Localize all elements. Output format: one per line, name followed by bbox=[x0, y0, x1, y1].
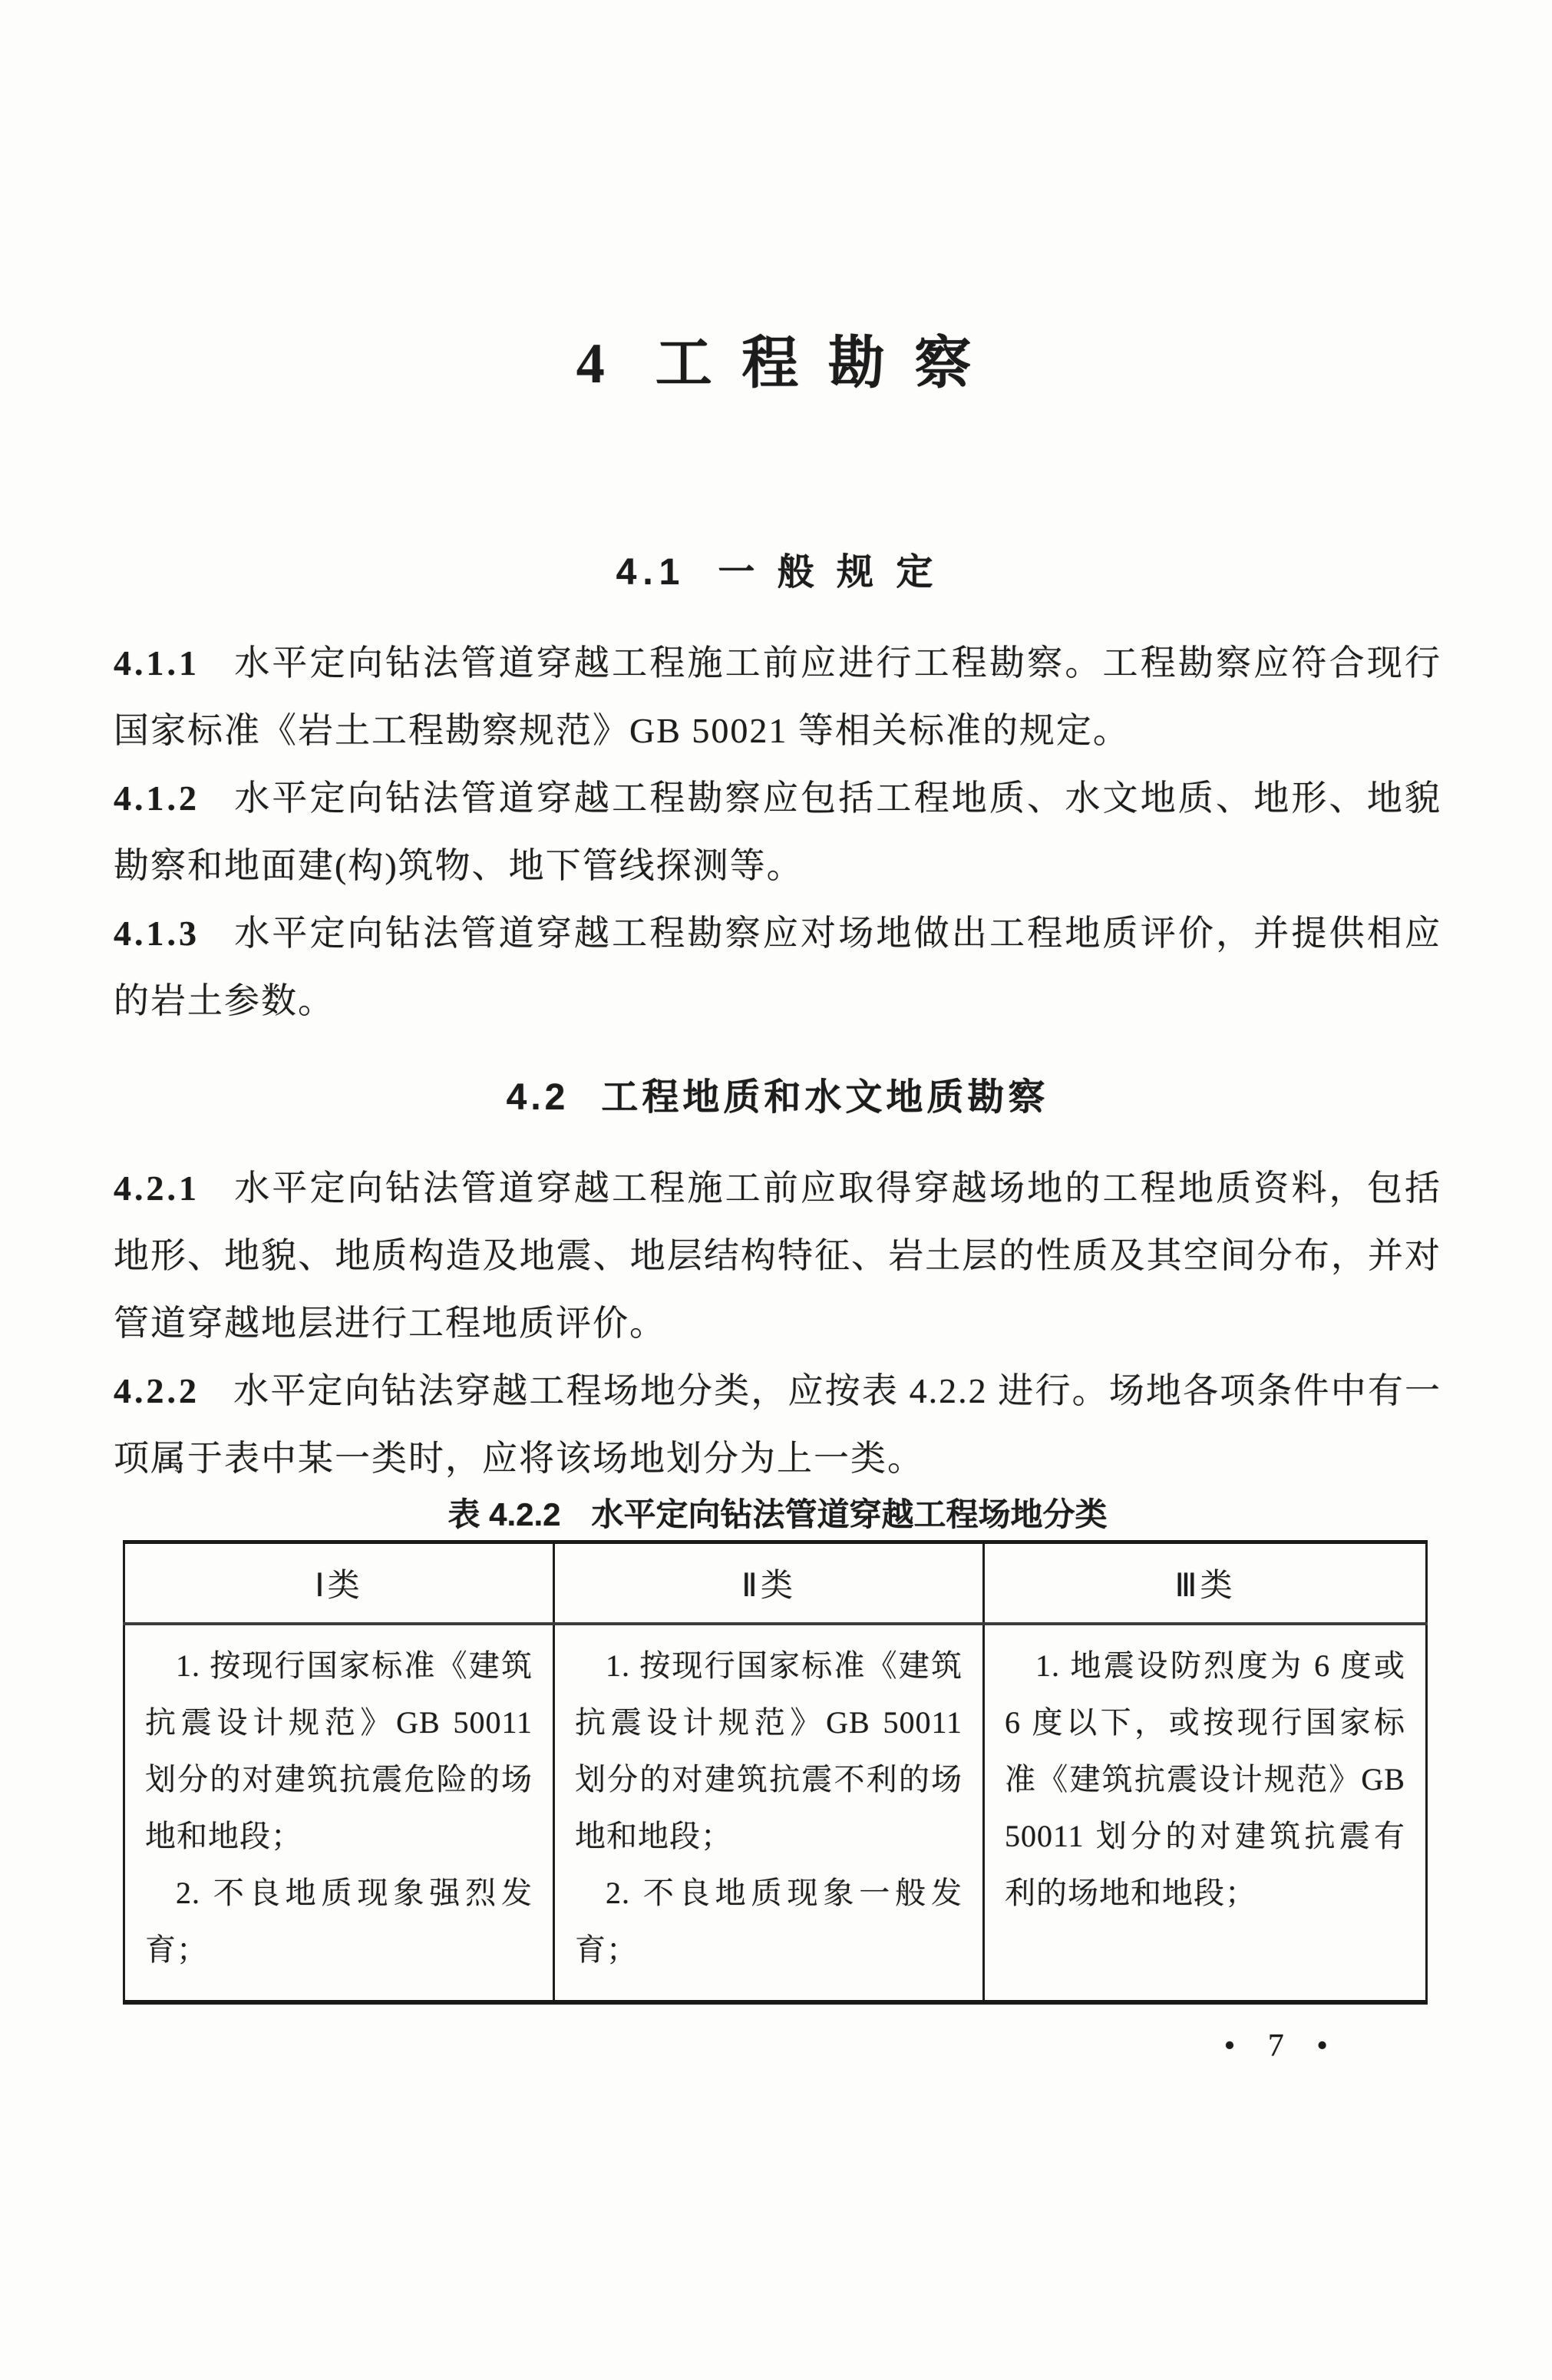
clause-4-2-2-text: 水平定向钻法穿越工程场地分类，应按表 4.2.2 进行。场地各项条件中有一项属于表中某一类时，应将该场地划分为上一类。 bbox=[114, 1371, 1441, 1478]
site-classification-table bbox=[123, 1540, 1428, 2005]
table-cell-item: 1. 按现行国家标准《建筑抗震设计规范》GB 50011 划分的对建筑抗震不利的场地和地段； bbox=[575, 1648, 963, 1853]
clause-4-2-1 bbox=[114, 1155, 1441, 1357]
table-body-row bbox=[124, 1624, 1427, 2002]
clause-4-1-1-number: 4.1.1 bbox=[114, 643, 200, 683]
chapter-title-text: 工 程 勘 察 bbox=[655, 332, 979, 395]
chapter-number: 4 bbox=[576, 332, 613, 395]
table-header-class-1: Ⅰ类 bbox=[124, 1542, 554, 1625]
clause-4-2-1-text: 水平定向钻法管道穿越工程施工前应取得穿越场地的工程地质资料，包括地形、地貌、地质构造及地震、地层结构特征、岩土层的性质及其空间分布，并对管道穿越地层进行工程地质评价。 bbox=[114, 1169, 1441, 1343]
clause-4-1-2-number: 4.1.2 bbox=[114, 778, 200, 818]
clause-4-2-2 bbox=[114, 1357, 1441, 1492]
chapter-title bbox=[114, 329, 1441, 399]
table-header-row bbox=[124, 1542, 1427, 1625]
table-cell-class-3 bbox=[984, 1624, 1427, 2002]
table-cell-class-2 bbox=[554, 1624, 984, 2002]
clause-4-2-2-number: 4.2.2 bbox=[114, 1371, 200, 1410]
table-caption-label: 表 4.2.2 bbox=[447, 1496, 561, 1532]
table-cell-item: 1. 按现行国家标准《建筑抗震设计规范》GB 50011 划分的对建筑抗震危险的场地和地段； bbox=[145, 1648, 533, 1853]
table-cell-class-1 bbox=[124, 1624, 554, 2002]
table-cell-item: 2. 不良地质现象强烈发育； bbox=[145, 1876, 533, 1967]
table-caption-title: 水平定向钻法管道穿越工程场地分类 bbox=[591, 1496, 1108, 1532]
section-4-1-number: 4.1 bbox=[616, 552, 686, 593]
clause-4-1-1-text: 水平定向钻法管道穿越工程施工前应进行工程勘察。工程勘察应符合现行国家标准《岩土工程勘察规范》GB 50021 等相关标准的规定。 bbox=[114, 643, 1441, 750]
clause-4-1-2-text: 水平定向钻法管道穿越工程勘察应包括工程地质、水文地质、地形、地貌勘察和地面建(构)筑物、地下管线探测等。 bbox=[114, 778, 1441, 885]
clause-4-1-2 bbox=[114, 765, 1441, 900]
table-cell-item: 1. 地震设防烈度为 6 度或 6 度以下，或按现行国家标准《建筑抗震设计规范》GB 50011 划分的对建筑抗震有利的场地和地段； bbox=[1005, 1648, 1405, 1910]
table-header-class-3: Ⅲ类 bbox=[984, 1542, 1427, 1625]
section-heading-4-1 bbox=[114, 550, 1441, 596]
section-4-2-title: 工程地质和水文地质勘察 bbox=[601, 1077, 1049, 1118]
clause-4-1-3-number: 4.1.3 bbox=[114, 914, 200, 953]
section-4-1-title: 一 般 规 定 bbox=[718, 552, 939, 593]
clause-4-1-3-text: 水平定向钻法管道穿越工程勘察应对场地做出工程地质评价，并提供相应的岩土参数。 bbox=[114, 914, 1441, 1020]
table-cell-item: 2. 不良地质现象一般发育； bbox=[575, 1876, 963, 1967]
table-header-class-2: Ⅱ类 bbox=[554, 1542, 984, 1625]
table-caption bbox=[114, 1494, 1441, 1535]
section-heading-4-2 bbox=[114, 1075, 1441, 1121]
page-content bbox=[114, 0, 1441, 2066]
clause-4-1-1 bbox=[114, 630, 1441, 765]
section-4-2-number: 4.2 bbox=[506, 1077, 570, 1118]
clause-4-1-3 bbox=[114, 900, 1441, 1035]
clause-4-2-1-number: 4.2.1 bbox=[114, 1169, 200, 1208]
page-number: • 7 • bbox=[1223, 2028, 1340, 2064]
